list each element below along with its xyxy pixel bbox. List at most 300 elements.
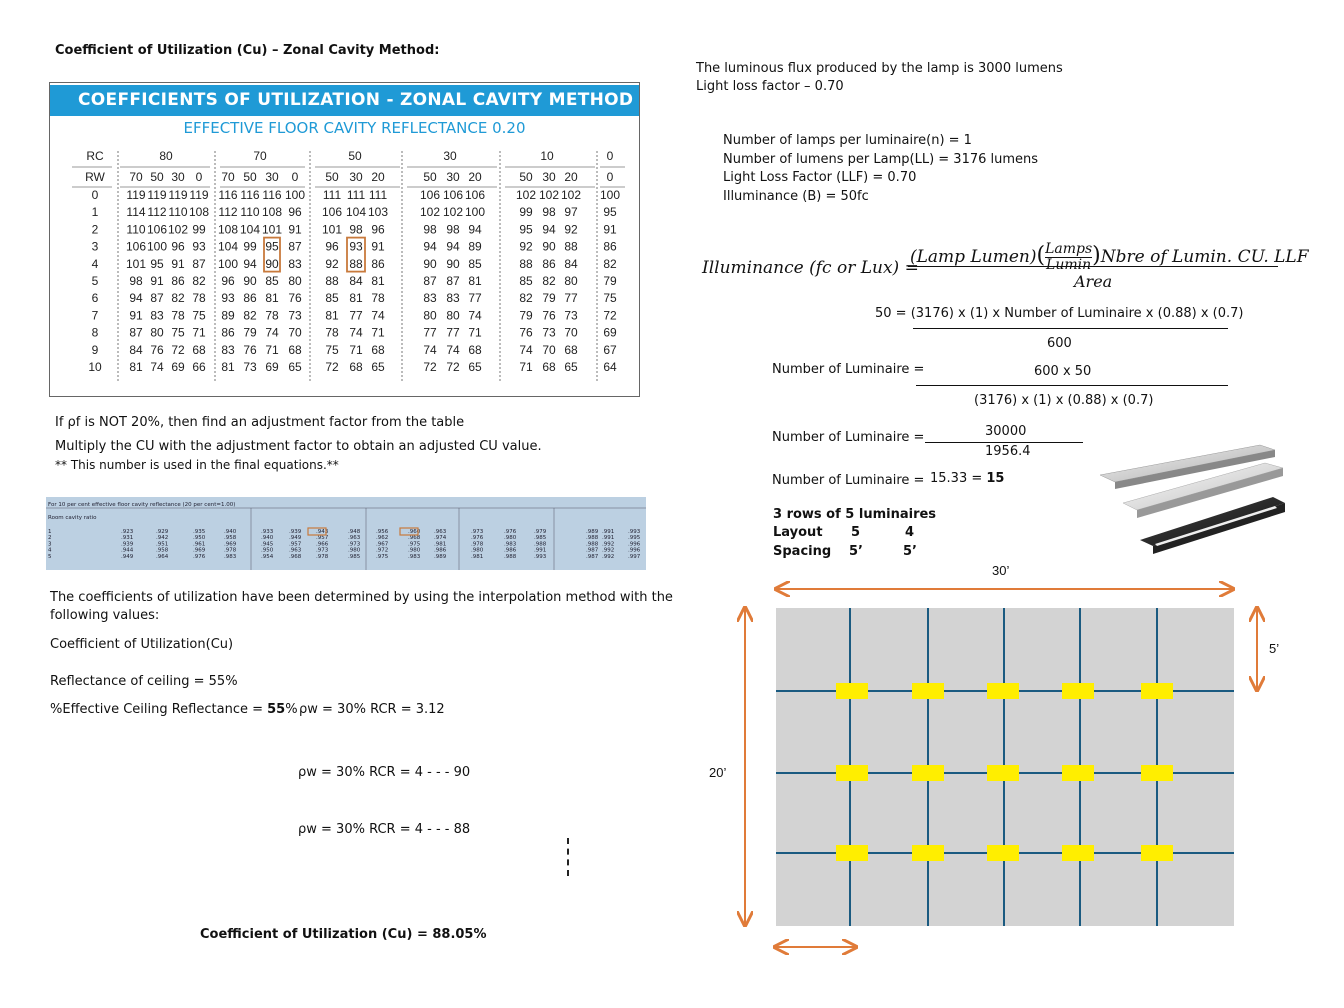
rc-value: 80: [159, 149, 173, 163]
luminaire: [1062, 845, 1094, 861]
cu-cell: 83: [221, 342, 235, 357]
cu-cell: 81: [129, 360, 143, 374]
adj-cell: .939: [121, 541, 134, 548]
adj-cell: .957: [289, 541, 302, 548]
cu-cell: 72: [423, 360, 437, 374]
adj-cell: .950: [261, 547, 274, 554]
cu-cell: 94: [423, 239, 437, 254]
adj-cell: .964: [156, 553, 169, 560]
cu-cell: 94: [129, 291, 143, 306]
adj-cell: .991: [602, 535, 615, 542]
cu-cell: 74: [468, 308, 482, 323]
cu-cell: 74: [446, 342, 460, 357]
cu-cell: 112: [147, 205, 167, 220]
cu-cell: 76: [519, 325, 533, 340]
cu-cell: 86: [542, 256, 556, 271]
adj-cell: .968: [289, 553, 302, 560]
adj-cell: .996: [628, 547, 641, 554]
rc-value: 30: [443, 149, 457, 163]
cu-cell: 95: [519, 222, 533, 237]
cu-cell: 81: [221, 360, 235, 374]
cu-cell: 74: [150, 360, 164, 374]
rcr-value: 10: [88, 360, 102, 374]
rw-value: 30: [265, 170, 279, 184]
cu-cell: 90: [243, 274, 257, 288]
cu-cell: 83: [288, 256, 302, 271]
adj-cell: .985: [348, 553, 361, 560]
adj-cell: .962: [376, 535, 389, 542]
cu-cell: 106: [464, 188, 486, 202]
cu-cell: 102: [538, 188, 560, 202]
cu-cell: 86: [371, 256, 385, 271]
cu-cell: 65: [371, 360, 385, 374]
cu-cell: 96: [371, 222, 385, 237]
cu-cell: 90: [423, 256, 437, 271]
luminaire: [987, 845, 1019, 861]
cu-cell: 108: [188, 205, 210, 220]
cu-cell: 94: [468, 222, 482, 237]
cu-cell: 78: [325, 325, 339, 340]
adj-cell: .992: [602, 553, 615, 560]
cu-cell: 73: [542, 325, 556, 340]
cu-cell: 102: [515, 188, 537, 202]
cu-cell: 95: [603, 205, 617, 220]
cu-cell: 69: [603, 325, 617, 340]
cu-result: Coefficient of Utilization (Cu) = 88.05%: [200, 927, 487, 942]
cu-cell: 87: [192, 256, 206, 271]
cu-cell: 73: [243, 360, 257, 374]
interp-line-a: ρw = 30% RCR = 4 - - - 90: [298, 765, 471, 780]
adj-cell: .963: [434, 529, 447, 535]
rcr-value: 5: [91, 274, 99, 288]
cu-cell: 77: [423, 325, 437, 340]
cu-cell: 85: [519, 274, 533, 288]
luminaire: [987, 765, 1019, 781]
adj-cell: .980: [408, 547, 421, 554]
cu-cell: 68: [564, 342, 578, 357]
adj-cell: .992: [602, 541, 615, 548]
eq3-denominator: 1956.4: [985, 444, 1031, 459]
cu-cell: 101: [321, 222, 343, 237]
adj-cell: .958: [156, 547, 169, 554]
adj-cell: .949: [289, 535, 302, 542]
cu-cell: 72: [446, 360, 460, 374]
lumens-per-lamp: Number of lumens per Lamp(LL) = 3176 lumens: [723, 152, 1039, 167]
rows-title: 3 rows of 5 luminaires: [773, 507, 937, 522]
adj-cell: .973: [348, 541, 361, 548]
adj-cell: .980: [504, 535, 517, 542]
cu-cell: 106: [442, 188, 464, 202]
cu-cell: 69: [171, 360, 185, 374]
adj-cell: .993: [534, 553, 547, 560]
cu-cell: 71: [468, 325, 482, 340]
cu-cell: 95: [265, 239, 279, 254]
cu-cell: 68: [192, 342, 206, 357]
adj-cell: .988: [586, 535, 599, 542]
cu-cell: 92: [519, 239, 533, 254]
cu-cell: 106: [321, 205, 343, 220]
eq4-label: Number of Luminaire =: [772, 473, 925, 488]
cu-table-subtitle: EFFECTIVE FLOOR CAVITY REFLECTANCE 0.20: [183, 119, 526, 137]
note-final: ** This number is used in the final equations.**: [55, 458, 339, 472]
cu-cell: 78: [192, 291, 206, 306]
adj-cell: .972: [376, 547, 389, 554]
adj-cell: .943: [316, 529, 329, 535]
adj-cell: .985: [534, 535, 547, 542]
height-label: 20’: [709, 765, 727, 780]
cu-cell: 90: [265, 256, 279, 271]
cu-cell: 76: [542, 308, 556, 323]
cu-cell: 68: [468, 342, 482, 357]
rcr-value: 4: [91, 256, 99, 271]
luminaire: [1141, 683, 1173, 699]
cu-cell: 97: [564, 205, 578, 220]
cu-cell: 92: [564, 222, 578, 237]
adj-cell: .983: [408, 553, 421, 560]
spacing-dim-label: 5’: [1269, 641, 1280, 656]
cu-cell: 76: [243, 342, 257, 357]
adj-cell: .950: [193, 535, 206, 542]
ceiling-reflectance: Reflectance of ceiling = 55%: [50, 674, 238, 689]
page-heading: Coefficient of Utilization (Cu) – Zonal Cavity Method:: [55, 43, 440, 58]
cu-cell: 90: [446, 256, 460, 271]
eq1-bar: [913, 328, 1228, 329]
adj-cell: .940: [224, 529, 237, 535]
cu-cell: 90: [542, 239, 556, 254]
cu-cell: 96: [221, 274, 235, 288]
cu-cell: 65: [468, 360, 482, 374]
adj-cell: .981: [471, 553, 484, 560]
eq2-label: Number of Luminaire =: [772, 362, 925, 377]
cu-cell: 80: [150, 325, 164, 340]
interp-intro-1: The coefficients of utilization have been determined by using the interpolation method with the: [50, 590, 673, 605]
eq2-bar: [916, 385, 1228, 386]
cu-cell: 102: [442, 205, 464, 220]
cu-cell: 99: [192, 222, 206, 237]
adj-cell: .963: [289, 547, 302, 554]
cu-cell: 83: [446, 291, 460, 306]
adj-cell: .996: [628, 541, 641, 548]
adj-cell: .960: [408, 529, 421, 535]
cu-cell: 73: [564, 308, 578, 323]
rcr-value: 6: [91, 291, 99, 306]
adj-cell: .980: [471, 547, 484, 554]
cu-cell: 84: [349, 274, 363, 288]
cu-cell: 93: [221, 291, 235, 306]
adj-cell: .963: [348, 535, 361, 542]
rcr-value: 7: [91, 308, 99, 323]
cu-cell: 87: [423, 274, 437, 288]
cu-cell: 119: [147, 188, 167, 202]
adj-cell: .975: [376, 553, 389, 560]
adj-row-label: Room cavity ratio: [48, 515, 97, 521]
cu-cell: 71: [192, 325, 206, 340]
llf-text: Light loss factor – 0.70: [696, 79, 844, 94]
rcr-line: ρw = 30% RCR = 3.12: [299, 702, 445, 717]
adj-cell: .944: [121, 547, 134, 554]
cu-cell: 94: [542, 222, 556, 237]
adj-cell: .967: [376, 541, 389, 548]
cu-cell: 81: [349, 291, 363, 306]
cu-cell: 98: [129, 274, 143, 288]
adj-cell: .991: [602, 529, 615, 535]
cu-cell: 68: [371, 342, 385, 357]
cu-cell: 91: [171, 256, 185, 271]
spacing-a: 5’: [849, 544, 863, 559]
adj-cell: .997: [628, 553, 641, 560]
luminaire: [836, 683, 868, 699]
adj-cell: .942: [156, 535, 169, 542]
rcr-value: 0: [91, 188, 99, 202]
cu-cell: 72: [171, 342, 185, 357]
rcr-value: 2: [91, 222, 99, 237]
cu-label: Coefficient of Utilization(Cu): [50, 637, 234, 652]
cu-cell: 79: [542, 291, 556, 306]
cu-cell: 71: [265, 342, 279, 357]
adj-cell: .979: [534, 529, 547, 535]
dashed-divider: [567, 838, 572, 876]
rw-value: 50: [150, 170, 164, 184]
rcr-value: 8: [91, 325, 99, 340]
adj-cell: .973: [471, 529, 484, 535]
cu-cell: 69: [265, 360, 279, 374]
adj-cell: .961: [193, 541, 206, 548]
cu-cell: 99: [519, 205, 533, 220]
adj-cell: .954: [261, 553, 274, 560]
eq3-numerator: 30000: [985, 424, 1027, 439]
luminaire: [836, 765, 868, 781]
cu-cell: 75: [325, 342, 339, 357]
cu-cell: 67: [603, 342, 617, 357]
cu-cell: 100: [464, 205, 486, 220]
cu-cell: 78: [371, 291, 385, 306]
cu-cell: 98: [446, 222, 460, 237]
cu-cell: 102: [560, 188, 582, 202]
cu-cell: 85: [468, 256, 482, 271]
adj-cell: .991: [534, 547, 547, 554]
spacing-label: Spacing: [773, 544, 832, 559]
cu-cell: 102: [419, 205, 441, 220]
cu-cell: 65: [564, 360, 578, 374]
eq3-label: Number of Luminaire =: [772, 430, 925, 445]
adj-cell: .993: [628, 529, 641, 535]
adj-cell: .929: [156, 529, 169, 535]
rw-value: 50: [423, 170, 437, 184]
rc-value: 10: [540, 149, 554, 163]
cu-cell: 104: [239, 222, 261, 237]
rw-label: RW: [85, 170, 105, 184]
cu-table-title: COEFFICIENTS OF UTILIZATION - ZONAL CAVITY METHOD: [50, 85, 639, 116]
adj-cell: .988: [534, 541, 547, 548]
cu-cell: 89: [468, 239, 482, 254]
eq4-result: 15.33 = 15: [930, 471, 1005, 486]
spacing-b: 5’: [903, 544, 917, 559]
cu-cell: 101: [125, 256, 147, 271]
layout-label: Layout: [773, 525, 823, 540]
adj-cell: .948: [348, 529, 361, 535]
cu-cell: 74: [265, 325, 279, 340]
cu-cell: 70: [288, 325, 302, 340]
cu-cell: 82: [192, 274, 206, 288]
adj-cell: .992: [602, 547, 615, 554]
cu-cell: 78: [265, 308, 279, 323]
cu-cell: 88: [325, 274, 339, 288]
cu-cell: 81: [265, 291, 279, 306]
rw-value: 20: [468, 170, 482, 184]
eq3-bar: [925, 442, 1083, 443]
cu-cell: 119: [168, 188, 188, 202]
rc-value: 70: [253, 149, 267, 163]
cu-cell: 101: [261, 222, 283, 237]
cu-cell: 104: [345, 205, 367, 220]
rw-value: 50: [243, 170, 257, 184]
floor-plan: [700, 560, 1300, 960]
cu-cell: 75: [171, 325, 185, 340]
cu-cell: 100: [217, 256, 239, 271]
adj-cell: .976: [193, 553, 206, 560]
rw-value: 70: [129, 170, 143, 184]
cu-cell: 106: [125, 239, 147, 254]
cu-cell: 116: [218, 188, 238, 202]
cu-cell: 68: [288, 342, 302, 357]
cu-cell: 94: [243, 256, 257, 271]
cu-cell: 89: [221, 308, 235, 323]
cu-cell: 71: [371, 325, 385, 340]
rcr-value: 9: [91, 342, 99, 357]
rc-label: RC: [86, 149, 104, 163]
adj-rcr: 4: [48, 547, 52, 554]
cu-cell: 111: [322, 188, 342, 202]
adj-cell: .987: [586, 553, 599, 560]
cu-cell: 91: [129, 308, 143, 323]
rw-value: 20: [371, 170, 385, 184]
rw-value: 30: [446, 170, 460, 184]
cu-cell: 114: [126, 205, 146, 220]
cu-cell: 81: [468, 274, 482, 288]
cu-cell: 66: [192, 360, 206, 374]
cu-cell: 99: [243, 239, 257, 254]
cu-cell: 96: [171, 239, 185, 254]
interp-line-b: ρw = 30% RCR = 4 - - - 88: [298, 822, 471, 837]
light-loss-factor: Light Loss Factor (LLF) = 0.70: [723, 170, 917, 185]
note-multiply: Multiply the CU with the adjustment factor to obtain an adjusted CU value.: [55, 439, 542, 454]
flux-text: The luminous flux produced by the lamp is 3000 lumens: [696, 61, 1063, 76]
adj-table-title: For 10 per cent effective floor cavity reflectance (20 per cent=1.00): [48, 502, 236, 508]
adj-rcr: 2: [48, 535, 52, 542]
rc-value: 0: [606, 149, 614, 163]
adj-cell: .975: [408, 541, 421, 548]
cu-cell: 72: [325, 360, 339, 374]
width-label: 30’: [992, 563, 1010, 578]
cu-cell: 111: [346, 188, 366, 202]
adj-cell: .995: [628, 535, 641, 542]
cu-cell: 80: [288, 274, 302, 288]
cu-cell: 77: [468, 291, 482, 306]
adj-cell: .935: [193, 529, 206, 535]
luminaire-illustration: [1095, 440, 1290, 555]
cu-cell: 76: [150, 342, 164, 357]
cu-cell: 98: [423, 222, 437, 237]
cu-cell: 103: [367, 205, 389, 220]
cu-cell: 77: [349, 308, 363, 323]
cu-cell: 87: [288, 239, 302, 254]
adj-cell: .949: [121, 553, 134, 560]
luminaire: [836, 845, 868, 861]
adj-cell: .978: [471, 541, 484, 548]
cu-cell: 82: [519, 291, 533, 306]
cu-cell: 91: [288, 222, 302, 237]
adj-cell: .973: [316, 547, 329, 554]
cu-cell: 81: [325, 308, 339, 323]
cu-cell: 81: [371, 274, 385, 288]
adj-cell: .968: [408, 535, 421, 542]
rw-value: 0: [195, 170, 203, 184]
adj-cell: .969: [224, 541, 237, 548]
cu-cell: 93: [192, 239, 206, 254]
cu-cell: 110: [240, 205, 260, 220]
cu-cell: 106: [146, 222, 168, 237]
cu-cell: 94: [446, 239, 460, 254]
cu-cell: 88: [349, 256, 363, 271]
cu-cell: 91: [150, 274, 164, 288]
cu-cell: 79: [603, 274, 617, 288]
cu-cell: 87: [129, 325, 143, 340]
cu-cell: 100: [599, 188, 621, 202]
cu-cell: 70: [564, 325, 578, 340]
cu-cell: 100: [146, 239, 168, 254]
cu-cell: 112: [218, 205, 238, 220]
cu-table: [49, 82, 640, 397]
rw-value: 30: [171, 170, 185, 184]
cu-cell: 75: [192, 308, 206, 323]
eq1-denominator: 600: [1047, 336, 1072, 351]
cu-cell: 119: [126, 188, 146, 202]
cu-cell: 85: [325, 291, 339, 306]
cu-cell: 82: [243, 308, 257, 323]
cu-cell: 106: [419, 188, 441, 202]
cu-cell: 96: [325, 239, 339, 254]
cu-cell: 79: [243, 325, 257, 340]
rcr-value: 3: [91, 239, 99, 254]
luminaire: [987, 683, 1019, 699]
formula-denominator: Area: [1074, 272, 1113, 291]
cu-cell: 86: [603, 239, 617, 254]
cu-cell: 64: [603, 360, 617, 374]
luminaire: [1062, 683, 1094, 699]
cu-cell: 68: [349, 360, 363, 374]
adj-cell: .956: [376, 529, 389, 535]
cu-cell: 83: [423, 291, 437, 306]
lamps-per-luminaire: Number of lamps per luminaire(n) = 1: [723, 133, 972, 148]
cu-cell: 96: [288, 205, 302, 220]
cu-cell: 74: [371, 308, 385, 323]
floor-plan-drawing: [700, 560, 1300, 960]
cu-cell: 108: [217, 222, 239, 237]
cu-cell: 86: [243, 291, 257, 306]
layout-a: 5: [851, 525, 861, 540]
cu-cell: 91: [371, 239, 385, 254]
cu-cell: 82: [542, 274, 556, 288]
adj-cell: .957: [316, 535, 329, 542]
rc-value: 50: [348, 149, 362, 163]
cu-cell: 74: [423, 342, 437, 357]
cu-cell: 70: [542, 342, 556, 357]
adj-rcr: 3: [48, 541, 52, 548]
adj-cell: .966: [316, 541, 329, 548]
illuminance-value: Illuminance (B) = 50fc: [723, 189, 869, 204]
luminaire: [1062, 765, 1094, 781]
cu-cell: 75: [603, 291, 617, 306]
